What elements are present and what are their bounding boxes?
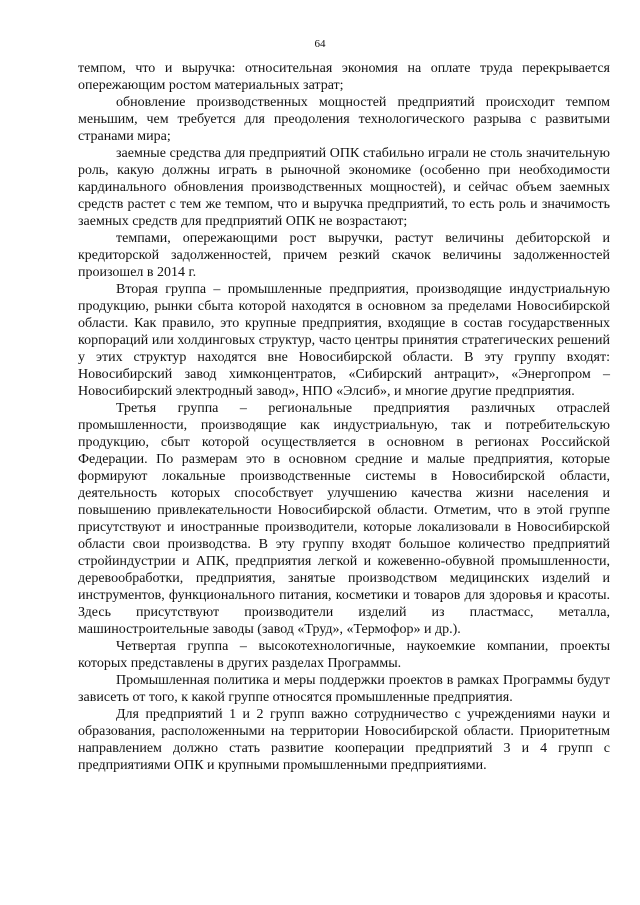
paragraph-continuation: темпом, что и выручка: относительная экономия на оплате труда перекрывается опережающим ростом материальных затрат; [78, 61, 610, 93]
paragraph-second-group: Вторая группа – промышленные предприятия, производящие индустриальную продукцию, рынки сбыта которой находятся в основном за пределами Новосибирской области. Как правило, это крупные предприятия, входящие в состав государственных корпораций или холдинговых структур, часто центры принятия стратегических решений у этих структур находятся вне Новосибирской области. В эту группу входят: Новосибирский завод химконцентратов, «Сибирский антрацит», «Энергопром – Новосибирский электродный завод», НПО «Элсиб», и многие другие предприятия. [78, 282, 610, 399]
paragraph-debts: темпами, опережающими рост выручки, растут величины дебиторской и кредиторской задолженностей, причем резкий скачок величины задолженностей произошел в 2014 г. [78, 231, 610, 280]
paragraph-equipment-renewal: обновление производственных мощностей предприятий происходит темпом меньшим, чем требуется для преодоления технологического разрыва с развитыми странами мира; [78, 95, 610, 144]
paragraph-borrowed-funds: заемные средства для предприятий ОПК стабильно играли не столь значительную роль, какую должны играть в рыночной экономике (особенно при необходимости кардинального обновления производственных мощностей), и сейчас объем заемных средств растет с тем же темпом, что и выручка предприятий, то есть роль и значимость заемных средств для предприятий ОПК не возрастают; [78, 146, 610, 229]
page-number: 64 [314, 38, 326, 50]
paragraph-industrial-policy: Промышленная политика и меры поддержки проектов в рамках Программы будут зависеть от того, к какой группе относятся промышленные предприятия. [78, 673, 610, 705]
paragraph-cooperation: Для предприятий 1 и 2 групп важно сотрудничество с учреждениями науки и образования, расположенными на территории Новосибирской области. Приоритетным направлением должно стать развитие кооперации предприятий 3 и 4 групп с предприятиями ОПК и крупными промышленными предприятиями. [78, 707, 610, 773]
paragraph-fourth-group: Четвертая группа – высокотехнологичные, наукоемкие компании, проекты которых представлены в других разделах Программы. [78, 639, 610, 671]
document-body [78, 60, 610, 774]
paragraph-third-group: Третья группа – региональные предприятия различных отраслей промышленности, производящие как индустриальную, так и потребительскую продукцию, сбыт которой осуществляется в основном в регионах Российской Федерации. По размерам это в основном средние и малые предприятия, которые формируют локальные производственные системы в Новосибирской области, деятельность которых способствует улучшению качества жизни населения и повышению привлекательности Новосибирской области. Отметим, что в этой группе присутствуют и иностранные производители, которые локализовали в Новосибирской области свои производства. В эту группу входят большое количество предприятий стройиндустрии и АПК, предприятия легкой и кожевенно-обувной промышленности, деревообработки, предприятия, занятые производством медицинских изделий и инструментов, функционального питания, косметики и товаров для здоровья и красоты. Здесь присутствуют производители изделий из пластмасс, металла, машиностроительные заводы (завод «Труд», «Термофор» и др.). [78, 401, 610, 637]
